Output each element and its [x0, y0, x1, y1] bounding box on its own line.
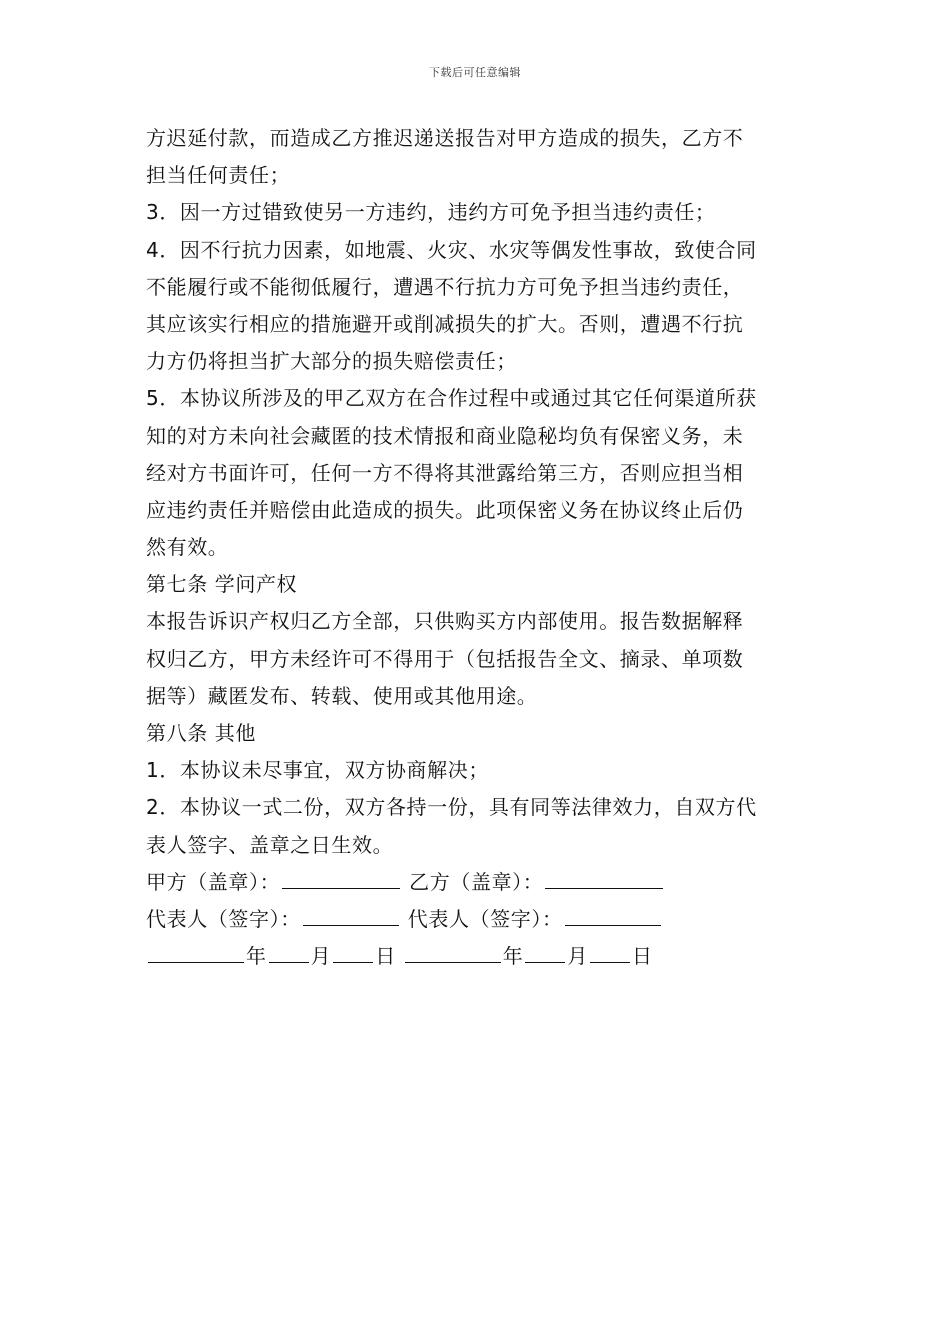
rep-a-label: 代表人（签字）：	[146, 906, 301, 931]
party-b-seal-blank	[545, 866, 663, 889]
text-line: 经对方书面许可，任何一方不得将其泄露给第三方，否则应担当相	[146, 460, 744, 485]
signature-rep-line	[146, 901, 810, 938]
document-body	[146, 120, 810, 975]
month-b-blank	[525, 940, 565, 963]
party-b-seal-label: 乙方（盖章）：	[409, 869, 544, 894]
text-line: 2．本协议一式二份，双方各持一份，具有同等法律效力，自双方代	[146, 795, 757, 820]
text-line: 知的对方未向社会藏匿的技术情报和商业隐秘均负有保密义务，未	[146, 423, 744, 448]
page-header: 下载后可任意编辑	[429, 66, 521, 79]
text-line: 应违约责任并赔偿由此造成的损失。此项保密义务在协议终止后仍	[146, 497, 744, 522]
year-a-label: 年	[246, 944, 267, 969]
rep-b-label: 代表人（签字）：	[407, 906, 563, 931]
month-b-label: 月	[567, 944, 589, 969]
rep-b-blank	[565, 903, 661, 926]
section-heading: 第八条 其他	[146, 721, 256, 745]
party-a-seal-label: 甲方（盖章）：	[146, 869, 281, 894]
text-line: 然有效。	[146, 535, 229, 560]
text-line: 力方仍将担当扩大部分的损失赔偿责任；	[146, 349, 517, 374]
text-line: 4．因不行抗力因素，如地震、火灾、水灾等偶发性事故，致使合同	[146, 237, 757, 262]
month-a-label: 月	[310, 944, 332, 969]
text-line: 据等）藏匿发布、转载、使用或其他用途。	[146, 683, 538, 708]
text-line: 1．本协议未尽事宜，双方协商解决；	[146, 758, 489, 783]
day-b-label: 日	[632, 944, 653, 969]
text-line: 方迟延付款，而造成乙方推迟递送报告对甲方造成的损失，乙方不	[146, 126, 744, 150]
text-line: 不能履行或不能彻低履行，遭遇不行抗力方可免予担当违约责任，	[146, 274, 744, 299]
signature-seal-line	[146, 864, 810, 901]
party-a-seal-blank	[282, 866, 400, 889]
text-line: 权归乙方，甲方未经许可不得用于（包括报告全文、摘录、单项数	[146, 646, 744, 671]
signature-date-line	[146, 938, 810, 975]
month-a-blank	[269, 940, 309, 963]
text-line: 3．因一方过错致使另一方违约，违约方可免予担当违约责任；	[146, 200, 716, 225]
year-b-blank	[405, 940, 501, 963]
section-heading: 第七条 学问产权	[146, 572, 298, 597]
day-b-blank	[590, 940, 630, 963]
day-a-blank	[333, 940, 373, 963]
year-b-label: 年	[502, 944, 524, 969]
day-a-label: 日	[375, 944, 396, 969]
text-line: 5．本协议所涉及的甲乙双方在合作过程中或通过其它任何渠道所获	[146, 386, 757, 411]
year-a-blank	[148, 940, 244, 963]
text-line: 担当任何责任；	[146, 163, 291, 188]
text-line: 本报告诉识产权归乙方全部，只供购买方内部使用。报告数据解释	[146, 609, 744, 634]
text-line: 表人签字、盖章之日生效。	[146, 832, 394, 857]
rep-a-blank	[303, 903, 399, 926]
text-line: 其应该实行相应的措施避开或削减损失的扩大。否则，遭遇不行抗	[146, 311, 744, 336]
